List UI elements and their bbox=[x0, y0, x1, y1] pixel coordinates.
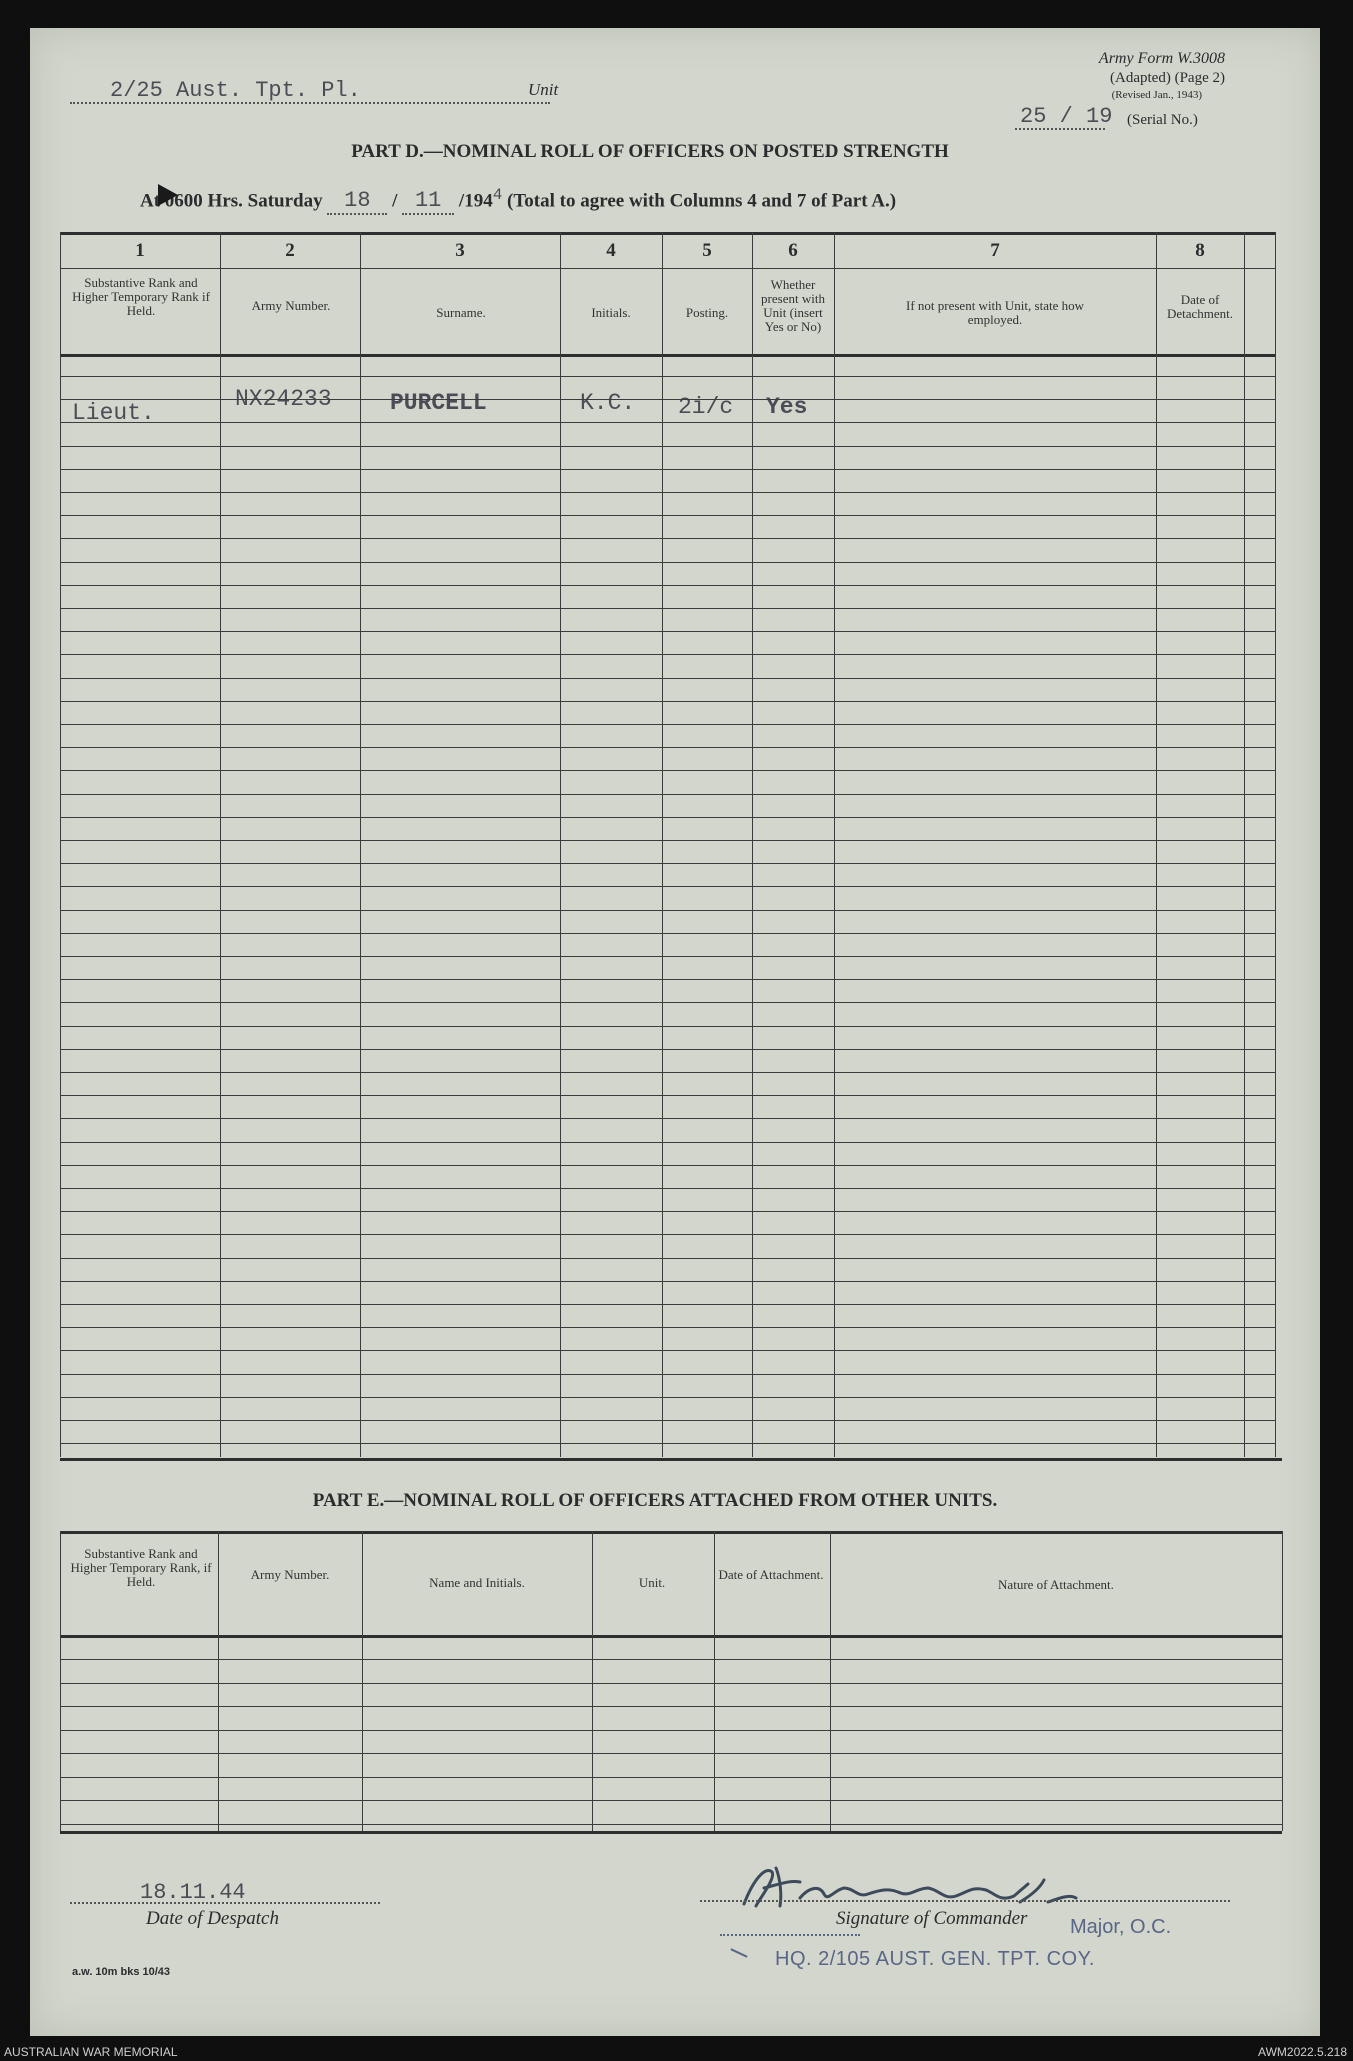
e-col-label-1: Substantive Rank and Higher Temporary Rank, if Held. bbox=[70, 1546, 212, 1589]
part-e-column-divider bbox=[60, 1531, 61, 1831]
unit-label: Unit bbox=[528, 80, 559, 99]
part-e-row-rule bbox=[60, 1659, 1282, 1660]
part-d-column-divider bbox=[220, 232, 221, 1457]
e-col-label-3: Name and Initials. bbox=[429, 1575, 525, 1590]
col-num-1: 1 bbox=[135, 240, 145, 261]
part-d-column-divider bbox=[60, 232, 61, 1457]
part-e-heading: PART E.—NOMINAL ROLL OF OFFICERS ATTACHED FROM OTHER UNITS. bbox=[312, 1490, 998, 1511]
part-d-column-divider bbox=[1244, 232, 1245, 1457]
part-e-column-divider bbox=[830, 1531, 831, 1831]
stamp-unit: HQ. 2/105 AUST. GEN. TPT. COY. bbox=[775, 1948, 1095, 1970]
col-num-4: 4 bbox=[606, 240, 616, 261]
part-d-row-rule bbox=[60, 747, 1275, 748]
pointer-arrow-icon bbox=[158, 184, 178, 206]
at-year-digit: 4 bbox=[492, 186, 503, 204]
col-num-6: 6 bbox=[788, 240, 798, 261]
archive-label-left: AUSTRALIAN WAR MEMORIAL bbox=[4, 2045, 178, 2059]
part-d-row-rule bbox=[60, 979, 1275, 980]
part-e-row-rule bbox=[60, 1777, 1282, 1778]
part-d-row-rule bbox=[60, 1443, 1275, 1444]
part-d-column-divider bbox=[752, 232, 753, 1457]
part-d-row-rule bbox=[60, 863, 1275, 864]
part-d-row-rule bbox=[60, 678, 1275, 679]
part-d-row-rule bbox=[60, 1258, 1275, 1259]
part-d-row-rule bbox=[60, 654, 1275, 655]
part-d-row-rule bbox=[60, 910, 1275, 911]
part-d-row-rule bbox=[60, 1304, 1275, 1305]
part-e-row-rule bbox=[60, 1683, 1282, 1684]
e-col-label-4: Unit. bbox=[638, 1575, 666, 1590]
part-d-row-rule bbox=[60, 840, 1275, 841]
part-e-row-rule bbox=[60, 1730, 1282, 1731]
signature-dots bbox=[700, 1900, 1230, 1902]
stamp-dots bbox=[720, 1934, 860, 1936]
part-d-row-rule bbox=[60, 794, 1275, 795]
part-e-row-rule bbox=[60, 1753, 1282, 1754]
e-col-label-2: Army Number. bbox=[250, 1567, 330, 1582]
part-d-row-rule bbox=[60, 422, 1275, 423]
part-d-row-rule bbox=[60, 538, 1275, 539]
col-label-6: Whether present with Unit (insert Yes or No) bbox=[761, 277, 825, 334]
part-d-row-rule bbox=[60, 1397, 1275, 1398]
part-e-row-rule bbox=[60, 1824, 1282, 1825]
entry-present: Yes bbox=[766, 394, 808, 420]
part-e-row-rule bbox=[60, 1706, 1282, 1707]
part-e-column-divider bbox=[1282, 1531, 1283, 1831]
col-num-7: 7 bbox=[990, 240, 1000, 261]
part-d-row-rule bbox=[60, 446, 1275, 447]
part-e-column-divider bbox=[592, 1531, 593, 1831]
part-d-row-rule bbox=[60, 886, 1275, 887]
stamp-rank: Major, O.C. bbox=[1070, 1916, 1172, 1938]
part-d-row-rule bbox=[60, 1374, 1275, 1375]
unit-value: 2/25 Aust. Tpt. Pl. bbox=[110, 78, 361, 103]
part-d-bottom-rule bbox=[60, 1458, 1282, 1461]
archive-label-right: AWM2022.5.218 bbox=[1258, 2045, 1347, 2059]
entry-rank: Lieut. bbox=[72, 400, 155, 426]
part-d-row-rule bbox=[60, 933, 1275, 934]
part-d-row-rule bbox=[60, 1165, 1275, 1166]
at-year-prefix: 194 bbox=[464, 190, 493, 212]
part-d-row-rule bbox=[60, 1350, 1275, 1351]
col-label-4: Initials. bbox=[591, 305, 631, 320]
col-num-2: 2 bbox=[285, 240, 295, 261]
part-e-column-divider bbox=[714, 1531, 715, 1831]
part-d-column-divider bbox=[834, 232, 835, 1457]
e-col-label-6: Nature of Attachment. bbox=[998, 1577, 1114, 1592]
part-d-row-rule bbox=[60, 1026, 1275, 1027]
part-d-row-rule bbox=[60, 562, 1275, 563]
part-d-row-rule bbox=[60, 1188, 1275, 1189]
part-e-row-rule bbox=[60, 1800, 1282, 1801]
at-month: 11 bbox=[402, 188, 454, 215]
part-d-row-rule bbox=[60, 1420, 1275, 1421]
form-sheet bbox=[30, 28, 1320, 2036]
part-d-column-divider bbox=[1275, 232, 1276, 1457]
part-d-column-divider bbox=[1156, 232, 1157, 1457]
col-label-1: Substantive Rank and Higher Temporary Rank if Held. bbox=[72, 275, 210, 318]
form-revised: (Revised Jan., 1943) bbox=[1111, 89, 1202, 101]
part-d-row-rule bbox=[60, 1211, 1275, 1212]
part-d-row-rule bbox=[60, 701, 1275, 702]
despatch-dots bbox=[70, 1902, 380, 1904]
part-d-row-rule bbox=[60, 631, 1275, 632]
part-d-row-rule bbox=[60, 492, 1275, 493]
part-d-row-rule bbox=[60, 1002, 1275, 1003]
entry-surname: PURCELL bbox=[390, 390, 487, 416]
signature-label: Signature of Commander bbox=[836, 1908, 1028, 1929]
col-label-5: Posting. bbox=[685, 305, 729, 320]
entry-posting: 2i/c bbox=[678, 394, 734, 420]
serial-label: (Serial No.) bbox=[1127, 112, 1198, 128]
form-title: Army Form W.3008 bbox=[1098, 50, 1225, 67]
col-num-8: 8 bbox=[1195, 240, 1205, 261]
part-d-row-rule bbox=[60, 1327, 1275, 1328]
part-d-row-rule bbox=[60, 376, 1275, 377]
part-d-row-rule bbox=[60, 1049, 1275, 1050]
serial-value: 25 / 19 bbox=[1020, 104, 1113, 129]
part-d-row-rule bbox=[60, 469, 1275, 470]
col-label-8: Date of Detachment. bbox=[1166, 292, 1234, 321]
part-d-row-rule bbox=[60, 515, 1275, 516]
part-d-heading: PART D.—NOMINAL ROLL OF OFFICERS ON POSTED STRENGTH bbox=[351, 141, 949, 162]
form-adapted: (Adapted) (Page 2) bbox=[1110, 70, 1225, 86]
part-d-column-divider bbox=[662, 232, 663, 1457]
part-d-at-line: At 0600 Hrs. Saturday 18 / 11 $/194^4$ (Total to agree with Columns 4 and 7 of Part A.) bbox=[140, 186, 897, 214]
part-d-row-rule bbox=[60, 1118, 1275, 1119]
col-num-3: 3 bbox=[455, 240, 465, 261]
col-num-5: 5 bbox=[702, 240, 712, 261]
e-col-label-5: Date of Attachment. bbox=[718, 1567, 824, 1582]
part-e-bottom-rule bbox=[60, 1831, 1282, 1834]
part-e-column-divider bbox=[218, 1531, 219, 1831]
part-d-row-rule bbox=[60, 817, 1275, 818]
part-d-column-divider bbox=[360, 232, 361, 1457]
part-d-row-rule bbox=[60, 1142, 1275, 1143]
at-suffix: (Total to agree with Columns 4 and 7 of Part A.) bbox=[507, 190, 897, 212]
col-label-7: If not present with Unit, state how employed. bbox=[906, 298, 1084, 327]
part-d-row-rule bbox=[60, 585, 1275, 586]
entry-initials: K.C. bbox=[580, 390, 636, 416]
part-d-row-rule bbox=[60, 1072, 1275, 1073]
part-d-row-rule bbox=[60, 956, 1275, 957]
unit-dots bbox=[70, 102, 550, 104]
col-label-2: Army Number. bbox=[251, 298, 331, 313]
print-code: a.w. 10m bks 10/43 bbox=[72, 1966, 171, 1978]
part-d-row-rule bbox=[60, 1095, 1275, 1096]
part-e-column-divider bbox=[362, 1531, 363, 1831]
serial-dots bbox=[1015, 128, 1105, 130]
part-d-row-rule bbox=[60, 724, 1275, 725]
col-label-3: Surname. bbox=[436, 305, 486, 320]
part-d-row-rule bbox=[60, 1234, 1275, 1235]
despatch-label: Date of Despatch bbox=[146, 1908, 279, 1929]
at-day: 18 bbox=[327, 188, 387, 215]
entry-army-number: NX24233 bbox=[235, 386, 332, 412]
part-d-row-rule bbox=[60, 608, 1275, 609]
part-d-row-rule bbox=[60, 770, 1275, 771]
part-d-column-divider bbox=[560, 232, 561, 1457]
part-d-row-rule bbox=[60, 399, 1275, 400]
despatch-date: 18.11.44 bbox=[140, 1880, 246, 1905]
part-d-row-rule bbox=[60, 1281, 1275, 1282]
at-prefix: At 0600 Hrs. Saturday bbox=[140, 190, 323, 212]
stamp-mark-icon bbox=[730, 1948, 747, 1957]
